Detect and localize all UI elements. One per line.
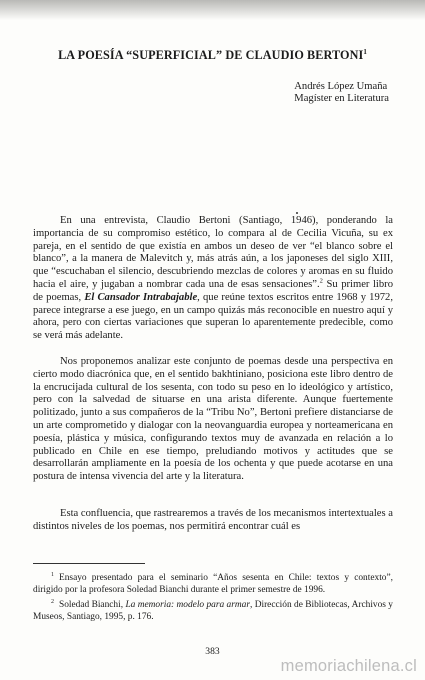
paragraph-2-text: Nos proponemos analizar este conjunto de poemas desde una perspectiva en cierto modo diacrónica que, en el sentido bakhtiniano, posiciona este libro dentro de la encrucijada cultural de los sesenta, con todo su peso en lo ideológico y artístico, pero con la salvedad de situarse en una arista diferente. Aunque fuertemente politizado, junto a sus compañeros de la “Tribu No”, Bertoni prefiere distanciarse de un arte comprometido y dialogar con la neovanguardia europea y norteamericana en poesía, plástica y música, configurando textos muy de avanzada en relación a lo publicado en Chile en ese tiempo, preludiando motivos y actitudes que se desarrollarán ampliamente en la poesía de los ochenta y que puede acotarse en una postura de intensa vivencia del arte y la literatura. xyxy=(33,356,393,483)
article-title xyxy=(0,48,425,63)
paragraph-3 xyxy=(33,508,393,534)
author-name: Andrés López Umaña xyxy=(294,81,388,92)
footnote-separator xyxy=(33,563,145,564)
title-footnote-mark[interactable]: 1 xyxy=(363,47,367,56)
watermark-logo: memoriachilena.cl xyxy=(280,657,417,675)
scan-speck xyxy=(296,212,298,214)
book-title: El Cansador Intrabajable xyxy=(84,291,198,303)
paragraph-1-text-a: En una entrevista, Claudio Bertoni (Santiago, 1946), ponderando la importancia de su compromiso estético, lo compara al de Cecilia Vicuña, su ex pareja, en el sentido de que existía en ambos un deseo de ver “el blanco sobre el blanco”, a la manera de Malevitch y, más atrás aún, a los japoneses del siglo XIII, que “escuchaban el silencio, descubriendo mezclas de colores y aromas en su fluido hacia el aire, y jugaban a nombrar cada una de esas sensaciones”. xyxy=(33,215,393,290)
page-number: 383 xyxy=(205,646,220,657)
paragraph-1 xyxy=(33,215,393,343)
footnote-2 xyxy=(33,600,393,623)
author-degree: Magíster en Literatura xyxy=(294,93,389,105)
paragraph-3-text: Esta confluencia, que rastrearemos a través de los mecanismos intertextuales a distintos niveles de los poemas, nos permitirá encontrar cuál es xyxy=(33,508,393,532)
footnote-2-publisher: , Dirección de Bibliotecas, Archivos y Museos, Santiago, 1995, p. 176. xyxy=(33,600,393,622)
footnote-1-mark: 1 xyxy=(51,571,54,578)
footnote-1-text: Ensayo presentado para el seminario “Años sesenta en Chile: textos y contexto”, dirigido por la profesora Soledad Bianchi durante el primer semestre de 1996. xyxy=(33,573,393,595)
footnote-ref-2[interactable]: 2 xyxy=(319,277,323,285)
footnote-2-author: Soledad Bianchi, xyxy=(59,600,126,611)
scan-top-edge xyxy=(0,0,425,20)
footnote-2-mark: 2 xyxy=(51,599,54,606)
paragraph-1-text-b: Su primer libro de poemas, xyxy=(33,278,393,303)
footnote-2-work-title: La memoria: modelo para armar xyxy=(125,600,250,611)
footnote-1 xyxy=(33,573,393,596)
paragraph-2 xyxy=(33,356,393,484)
paragraph-1-text-c: , que reúne textos escritos entre 1968 y 1972, parece integrarse a ese juego, en un campo quizás más reconocible en nuestro aquí y ahora, pero con ciertas variaciones que superan lo aparentemente predecible, como se verá más adelante. xyxy=(33,291,393,342)
title-text: LA POESÍA “SUPERFICIAL” DE CLAUDIO BERTONI xyxy=(58,48,364,62)
author-block xyxy=(294,81,389,106)
footnotes xyxy=(33,573,393,627)
